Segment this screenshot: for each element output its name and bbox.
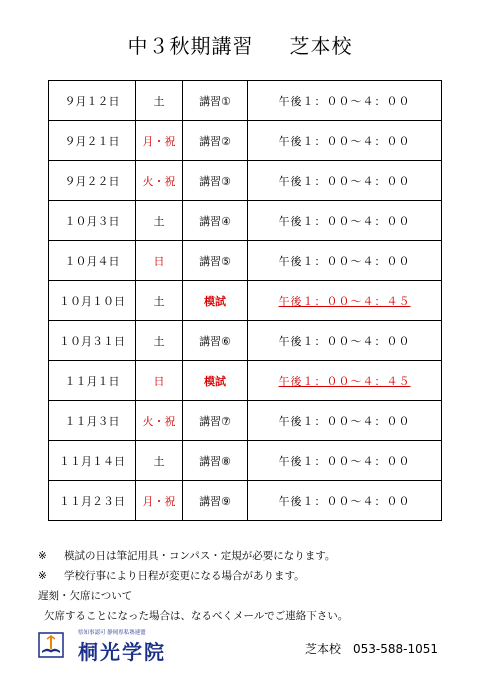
schedule-day-cell: 月・祝 [136,121,183,161]
schedule-row [49,361,442,401]
title-text: 中３秋期講習 [127,34,254,58]
schedule-row [49,281,442,321]
schedule-date-cell: １１月１４日 [49,441,136,481]
page-title [0,30,480,59]
note-item [38,566,458,586]
schedule-date-cell: １０月３１日 [49,321,136,361]
schedule-table [48,80,442,521]
schedule-time-cell: 午後１：００～４：００ [248,241,442,281]
schedule-day-cell: 日 [136,241,183,281]
schedule-time-cell: 午後１：００～４：００ [248,321,442,361]
schedule-type-cell: 講習⑦ [183,401,248,441]
schedule-type-cell: 講習⑧ [183,441,248,481]
logo-name: 桐光学院 [78,640,166,664]
note-heading: 遅刻・欠席について [38,590,133,602]
contact-phone: 053-588-1051 [352,642,438,656]
schedule-date-cell: ９月２１日 [49,121,136,161]
school-logo [38,628,218,662]
schedule-time-cell: 午後１：００～４：００ [248,161,442,201]
schedule-time-cell: 午後１：００～４：００ [248,81,442,121]
schedule-type-cell: 模試 [183,361,248,401]
schedule-date-cell: １０月４日 [49,241,136,281]
note-text: 模試の日は筆記用具・コンパス・定規が必要になります。 [64,550,336,562]
schedule-day-cell: 土 [136,441,183,481]
schedule-date-cell: １１月３日 [49,401,136,441]
schedule-row [49,81,442,121]
schedule-day-cell: 土 [136,281,183,321]
schedule-row [49,121,442,161]
schedule-day-cell: 月・祝 [136,481,183,521]
schedule-row [49,161,442,201]
schedule-day-cell: 土 [136,201,183,241]
book-emblem-icon [38,632,64,658]
schedule-row [49,201,442,241]
footer [38,628,438,662]
schedule-type-cell: 講習① [183,81,248,121]
note-text: 学校行事により日程が変更になる場合があります。 [64,570,305,582]
schedule-date-cell: １０月１０日 [49,281,136,321]
schedule-date-cell: １１月１日 [49,361,136,401]
note-item [38,546,458,566]
schedule-date-cell: ９月２２日 [49,161,136,201]
schedule-time-cell: 午後１：００～４：００ [248,121,442,161]
schedule-time-cell: 午後１：００～４：４５ [248,281,442,321]
note-mark: ※ [38,570,47,582]
schedule-type-cell: 講習⑨ [183,481,248,521]
schedule-row [49,401,442,441]
schedule-type-cell: 講習⑥ [183,321,248,361]
schedule-type-cell: 模試 [183,281,248,321]
schedule-day-cell: 土 [136,321,183,361]
note-mark: ※ [38,550,47,562]
schedule-date-cell: ９月１２日 [49,81,136,121]
note-text: 欠席することになった場合は、なるべくメールでご連絡下さい。 [44,610,349,622]
schedule-row [49,481,442,521]
schedule-date-cell: １０月３日 [49,201,136,241]
schedule-day-cell: 火・祝 [136,401,183,441]
schedule-time-cell: 午後１：００～４：００ [248,201,442,241]
schedule-type-cell: 講習⑤ [183,241,248,281]
schedule-row [49,321,442,361]
schedule-body [49,81,442,521]
schedule-time-cell: 午後１：００～４：００ [248,401,442,441]
title-campus: 芝本校 [289,34,353,58]
schedule-type-cell: 講習② [183,121,248,161]
schedule-date-cell: １１月２３日 [49,481,136,521]
schedule-time-cell: 午後１：００～４：００ [248,481,442,521]
schedule-day-cell: 土 [136,81,183,121]
contact-campus: 芝本校 [304,642,341,656]
schedule-type-cell: 講習③ [183,161,248,201]
schedule-row [49,441,442,481]
logo-subtitle: 県知事認可 静岡県私塾連盟 [78,630,146,636]
contact-info [305,640,438,657]
schedule-row [49,241,442,281]
schedule-time-cell: 午後１：００～４：４５ [248,361,442,401]
schedule-type-cell: 講習④ [183,201,248,241]
notes-section [38,546,458,626]
schedule-day-cell: 火・祝 [136,161,183,201]
schedule-time-cell: 午後１：００～４：００ [248,441,442,481]
schedule-day-cell: 日 [136,361,183,401]
